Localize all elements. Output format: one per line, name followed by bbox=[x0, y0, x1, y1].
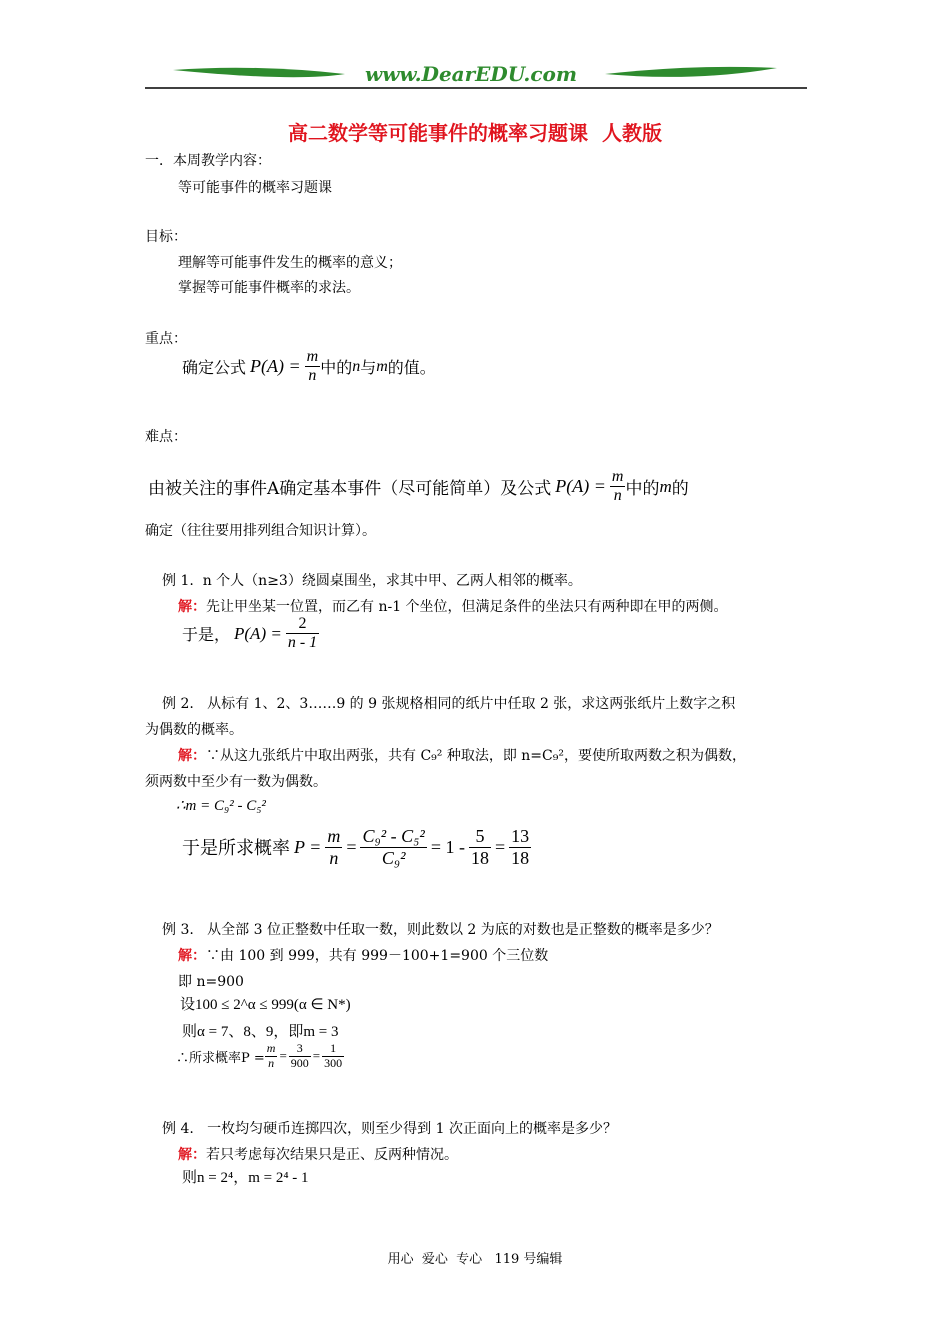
example1-question: 例 1. n 个人（n≥3）绕圆桌围坐，求其中甲、乙两人相邻的概率。 bbox=[162, 573, 582, 589]
fraction-denominator: 900 bbox=[290, 1055, 309, 1070]
result-prefix: ∴所求概率P = bbox=[176, 1050, 265, 1066]
fraction-numerator: 5 bbox=[469, 826, 491, 848]
prob-fraction-2 bbox=[360, 826, 426, 868]
prob-prefix: 于是所求概率 bbox=[182, 838, 290, 860]
result-fraction-3 bbox=[322, 1042, 344, 1071]
example2-m-formula: ∴m = C₉² - C₅² bbox=[176, 798, 266, 814]
example2-probability-formula bbox=[182, 826, 531, 868]
difficulty-suffix-a: 中的 bbox=[625, 479, 660, 500]
solution-text: 若只考虑每次结果只是正、反两种情况。 bbox=[206, 1147, 458, 1163]
fraction-denominator: C₉² bbox=[381, 847, 406, 868]
equals-sign-2: = bbox=[494, 836, 506, 857]
fraction-denominator: n - 1 bbox=[287, 634, 318, 652]
fraction-numerator: 1 bbox=[322, 1042, 344, 1057]
difficulty-line-2: 确定（往往要用排列组合知识计算）。 bbox=[145, 523, 376, 539]
logo-text: www.DearEDU.com bbox=[365, 62, 578, 86]
example4-line-nm: 则n = 2⁴，m = 2⁴ - 1 bbox=[182, 1170, 309, 1186]
key-point-var-n: n bbox=[352, 357, 361, 375]
example2-question-line1: 例 2. 从标有 1、2、3……9 的 9 张规格相同的纸片中任取 2 张，求这两张纸片上数字之积 bbox=[162, 696, 736, 712]
fraction-numerator: 2 bbox=[286, 615, 319, 634]
fraction-denominator: 300 bbox=[324, 1055, 343, 1070]
key-point-lhs: P(A) = bbox=[250, 356, 301, 377]
goal-line-2: 掌握等可能事件概率的求法。 bbox=[178, 280, 360, 296]
example1-solution bbox=[178, 596, 728, 616]
example3-line-set: 设100 ≤ 2^α ≤ 999(α ∈ N*) bbox=[180, 997, 351, 1013]
difficulty-suffix-b: 的 bbox=[671, 479, 689, 500]
equals-sign: = bbox=[346, 836, 357, 857]
section-heading: 一．本周教学内容： bbox=[145, 153, 271, 169]
example2-solution bbox=[178, 745, 746, 765]
solution-text: 先让甲坐某一位置，而乙有 n-1 个坐位，但满足条件的坐法只有两种即在甲的两侧。 bbox=[206, 599, 728, 615]
difficulty-fraction bbox=[610, 468, 626, 506]
difficulty-formula bbox=[148, 468, 689, 506]
example3-result bbox=[176, 1042, 344, 1071]
difficulty-var-m: m bbox=[659, 476, 672, 496]
page-footer: 用心 爱心 专心 119 号编辑 bbox=[387, 1252, 563, 1267]
fraction-denominator: 18 bbox=[511, 847, 530, 868]
page-title: 高二数学等可能事件的概率习题课 人教版 bbox=[288, 121, 662, 145]
solution-label: 解： bbox=[178, 748, 206, 764]
key-point-suffix-c: 的值。 bbox=[387, 358, 436, 378]
key-point-label: 重点： bbox=[145, 331, 187, 347]
example1-formula bbox=[182, 615, 319, 653]
one-minus: = 1 - bbox=[430, 836, 465, 857]
difficulty-lhs: P(A) = bbox=[555, 476, 606, 497]
header-banner bbox=[145, 60, 807, 92]
example3-question: 例 3. 从全部 3 位正整数中任取一数，则此数以 2 为底的对数也是正整数的概率是多少？ bbox=[162, 922, 719, 938]
result-fraction-1 bbox=[265, 1042, 278, 1071]
key-point-prefix: 确定公式 bbox=[182, 358, 247, 378]
formula-prefix: 于是， bbox=[182, 625, 231, 645]
equals-sign: = bbox=[279, 1048, 287, 1064]
equals-sign-2: = bbox=[312, 1048, 321, 1064]
fraction-denominator: n bbox=[329, 847, 339, 868]
solution-label: 解： bbox=[178, 948, 206, 964]
difficulty-label: 难点： bbox=[145, 429, 187, 445]
example4-question: 例 4. 一枚均匀硬币连掷四次，则至少得到 1 次正面向上的概率是多少？ bbox=[162, 1121, 617, 1137]
key-point-suffix-a: 中的 bbox=[320, 358, 353, 378]
fraction-numerator: m bbox=[266, 1041, 276, 1055]
key-point-fraction bbox=[305, 348, 321, 386]
key-point-var-m: m bbox=[376, 357, 388, 375]
example3-solution bbox=[178, 945, 548, 965]
fraction-denominator: n bbox=[613, 487, 622, 505]
result-fraction-2 bbox=[289, 1042, 311, 1071]
example3-line-n: 即 n=900 bbox=[178, 974, 244, 990]
fraction-denominator: n bbox=[268, 1055, 275, 1070]
key-point-formula bbox=[182, 348, 436, 386]
goal-line-1: 理解等可能事件发生的概率的意义； bbox=[178, 255, 402, 271]
fraction-numerator: m bbox=[610, 468, 626, 487]
fraction-numerator: m bbox=[305, 348, 321, 367]
prob-fraction-4 bbox=[509, 826, 531, 868]
fraction-numerator: 13 bbox=[511, 826, 530, 846]
prob-P: P = bbox=[294, 836, 322, 857]
formula-lhs: P(A) = bbox=[234, 623, 282, 643]
difficulty-prefix: 由被关注的事件A确定基本事件（尽可能简单）及公式 bbox=[148, 479, 552, 500]
section-content: 等可能事件的概率习题课 bbox=[178, 180, 332, 196]
example2-solution-line2: 须两数中至少有一数为偶数。 bbox=[145, 774, 327, 790]
example1-fraction bbox=[286, 615, 319, 653]
fraction-numerator: C₉² - C₅² bbox=[362, 826, 425, 846]
prob-fraction-3 bbox=[469, 826, 491, 868]
goals-label: 目标： bbox=[145, 229, 187, 245]
prob-fraction-1 bbox=[325, 826, 342, 868]
fraction-denominator: n bbox=[308, 367, 317, 385]
solution-label: 解： bbox=[178, 1147, 206, 1163]
example3-line-alpha: 则α = 7、8、9，即m = 3 bbox=[182, 1024, 339, 1040]
key-point-suffix-b: 与 bbox=[360, 358, 377, 378]
solution-text: ∵从这九张纸片中取出两张，共有 C₉² 种取法，即 n=C₉²，要使所取两数之积为偶数， bbox=[206, 748, 746, 764]
example2-question-line2: 为偶数的概率。 bbox=[145, 722, 243, 738]
fraction-denominator: 18 bbox=[470, 847, 489, 868]
solution-label: 解： bbox=[178, 599, 206, 615]
fraction-numerator: 3 bbox=[289, 1042, 311, 1057]
solution-text: ∵由 100 到 999，共有 999－100+1=900 个三位数 bbox=[206, 948, 549, 964]
fraction-numerator: m bbox=[327, 826, 341, 846]
example4-solution bbox=[178, 1144, 458, 1164]
